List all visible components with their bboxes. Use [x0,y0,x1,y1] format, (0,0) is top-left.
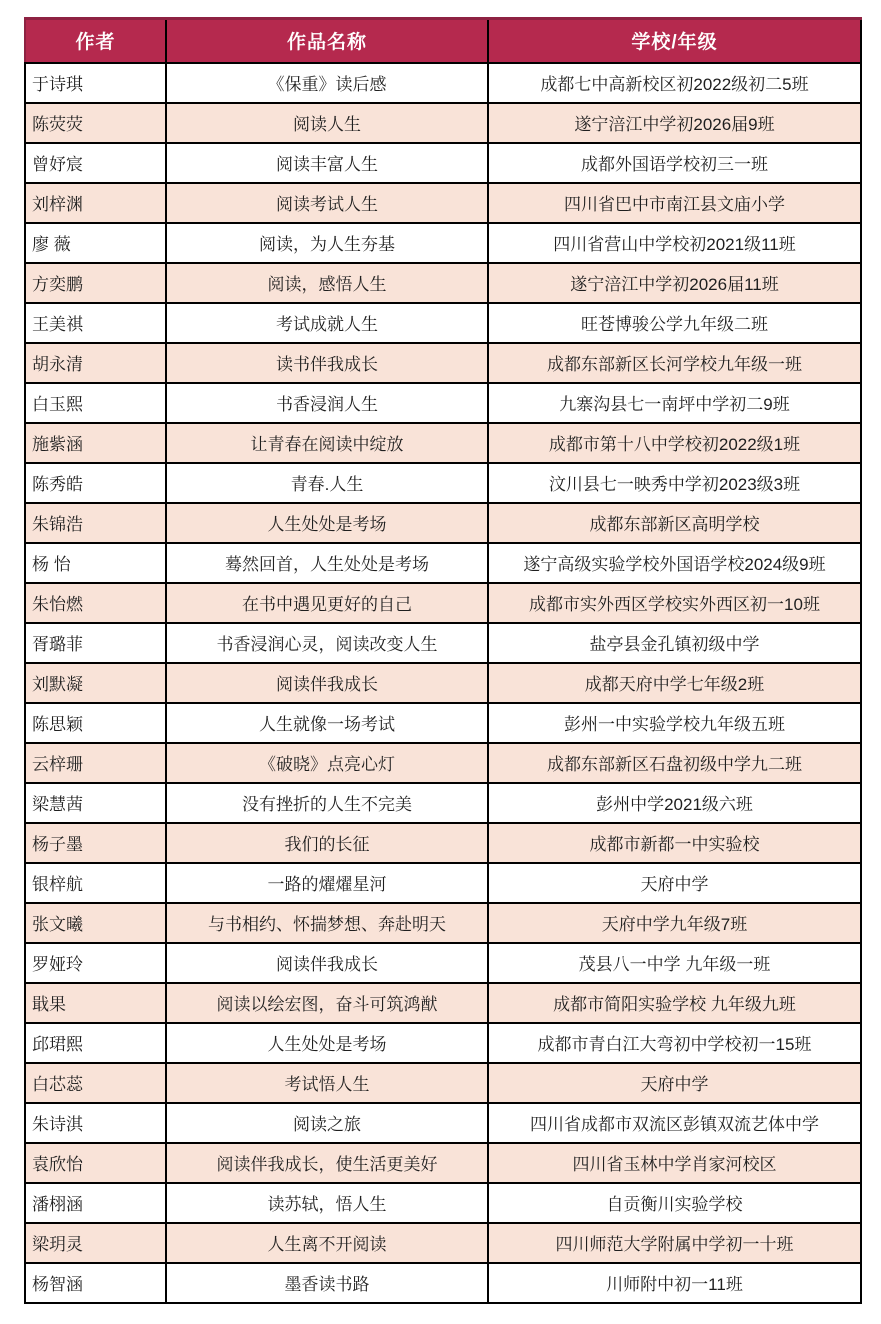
cell-author: 戢果 [25,983,166,1023]
cell-title: 阅读以绘宏图，奋斗可筑鸿猷 [166,983,488,1023]
cell-school: 自贡衡川实验学校 [488,1183,861,1223]
table-header [25,19,861,63]
cell-title: 考试成就人生 [166,303,488,343]
table-row [25,63,861,103]
table-row [25,743,861,783]
cell-author: 袁欣怡 [25,1143,166,1183]
table-row [25,1023,861,1063]
cell-author: 杨 怡 [25,543,166,583]
header-row [25,19,861,63]
cell-author: 胡永清 [25,343,166,383]
header-author: 作者 [25,19,166,63]
cell-author: 王美祺 [25,303,166,343]
cell-author: 胥璐菲 [25,623,166,663]
table-row [25,223,861,263]
table-row [25,1103,861,1143]
cell-title: 阅读伴我成长，使生活更美好 [166,1143,488,1183]
contest-entries-table [24,17,862,1304]
cell-school: 四川省巴中市南江县文庙小学 [488,183,861,223]
table-row [25,783,861,823]
header-school: 学校/年级 [488,19,861,63]
cell-author: 张文曦 [25,903,166,943]
cell-school: 九寨沟县七一南坪中学初二9班 [488,383,861,423]
table-row [25,303,861,343]
cell-title: 人生离不开阅读 [166,1223,488,1263]
cell-school: 四川省成都市双流区彭镇双流艺体中学 [488,1103,861,1143]
cell-title: 考试悟人生 [166,1063,488,1103]
cell-school: 盐亭县金孔镇初级中学 [488,623,861,663]
cell-school: 成都市简阳实验学校 九年级九班 [488,983,861,1023]
cell-title: 阅读伴我成长 [166,943,488,983]
cell-school: 四川省玉林中学肖家河校区 [488,1143,861,1183]
cell-author: 陈秀皓 [25,463,166,503]
table-row [25,863,861,903]
cell-title: 阅读伴我成长 [166,663,488,703]
cell-title: 阅读考试人生 [166,183,488,223]
cell-author: 朱锦浩 [25,503,166,543]
table-row [25,103,861,143]
cell-school: 成都市新都一中实验校 [488,823,861,863]
cell-author: 刘默凝 [25,663,166,703]
cell-title: 书香浸润人生 [166,383,488,423]
cell-title: 人生处处是考场 [166,1023,488,1063]
cell-school: 遂宁涪江中学初2026届11班 [488,263,861,303]
cell-school: 成都东部新区高明学校 [488,503,861,543]
cell-author: 刘梓渊 [25,183,166,223]
table-body [25,63,861,1303]
cell-title: 让青春在阅读中绽放 [166,423,488,463]
cell-title: 阅读丰富人生 [166,143,488,183]
cell-author: 杨智涵 [25,1263,166,1303]
cell-school: 汶川县七一映秀中学初2023级3班 [488,463,861,503]
cell-author: 云梓珊 [25,743,166,783]
cell-school: 彭州中学2021级六班 [488,783,861,823]
cell-school: 天府中学 [488,1063,861,1103]
cell-title: 阅读人生 [166,103,488,143]
cell-title: 人生就像一场考试 [166,703,488,743]
cell-school: 四川省营山中学校初2021级11班 [488,223,861,263]
cell-school: 成都市实外西区学校实外西区初一10班 [488,583,861,623]
table-row [25,383,861,423]
cell-author: 邱珺熙 [25,1023,166,1063]
cell-author: 潘栩涵 [25,1183,166,1223]
cell-title: 读苏轼，悟人生 [166,1183,488,1223]
cell-school: 成都七中高新校区初2022级初二5班 [488,63,861,103]
cell-title: 与书相约、怀揣梦想、奔赴明天 [166,903,488,943]
cell-school: 遂宁涪江中学初2026届9班 [488,103,861,143]
table-row [25,983,861,1023]
cell-title: 阅读，为人生夯基 [166,223,488,263]
table-row [25,503,861,543]
cell-title: 《破晓》点亮心灯 [166,743,488,783]
table-row [25,903,861,943]
cell-title: 人生处处是考场 [166,503,488,543]
cell-school: 天府中学九年级7班 [488,903,861,943]
cell-author: 方奕鹏 [25,263,166,303]
cell-author: 白芯蕊 [25,1063,166,1103]
cell-title: 书香浸润心灵，阅读改变人生 [166,623,488,663]
table-row [25,183,861,223]
cell-school: 四川师范大学附属中学初一十班 [488,1223,861,1263]
table-row [25,703,861,743]
cell-school: 彭州一中实验学校九年级五班 [488,703,861,743]
cell-author: 陈荧荧 [25,103,166,143]
cell-school: 成都市第十八中学校初2022级1班 [488,423,861,463]
cell-title: 阅读，感悟人生 [166,263,488,303]
cell-school: 成都东部新区长河学校九年级一班 [488,343,861,383]
cell-school: 天府中学 [488,863,861,903]
table-row [25,1263,861,1303]
cell-title: 读书伴我成长 [166,343,488,383]
cell-title: 阅读之旅 [166,1103,488,1143]
cell-author: 银梓航 [25,863,166,903]
cell-author: 白玉熙 [25,383,166,423]
cell-author: 罗娅玲 [25,943,166,983]
cell-author: 杨子墨 [25,823,166,863]
table-row [25,263,861,303]
cell-school: 成都东部新区石盘初级中学九二班 [488,743,861,783]
table-row [25,463,861,503]
cell-author: 廖 薇 [25,223,166,263]
table-row [25,1183,861,1223]
table-row [25,583,861,623]
table-row [25,1063,861,1103]
cell-school: 遂宁高级实验学校外国语学校2024级9班 [488,543,861,583]
table-row [25,623,861,663]
table-row [25,423,861,463]
cell-author: 于诗琪 [25,63,166,103]
cell-title: 青春.人生 [166,463,488,503]
cell-author: 朱怡燃 [25,583,166,623]
contest-entries-table-wrap [24,17,860,1304]
cell-author: 陈思颖 [25,703,166,743]
table-row [25,343,861,383]
table-row [25,1143,861,1183]
table-row [25,143,861,183]
cell-school: 成都市青白江大弯初中学校初一15班 [488,1023,861,1063]
cell-school: 茂县八一中学 九年级一班 [488,943,861,983]
cell-author: 梁慧茜 [25,783,166,823]
table-row [25,543,861,583]
table-row [25,663,861,703]
cell-author: 施紫涵 [25,423,166,463]
cell-school: 川师附中初一11班 [488,1263,861,1303]
header-title: 作品名称 [166,19,488,63]
cell-title: 《保重》读后感 [166,63,488,103]
cell-author: 朱诗淇 [25,1103,166,1143]
table-row [25,1223,861,1263]
cell-title: 墨香读书路 [166,1263,488,1303]
cell-title: 一路的燿燿星河 [166,863,488,903]
cell-title: 没有挫折的人生不完美 [166,783,488,823]
cell-title: 在书中遇见更好的自己 [166,583,488,623]
cell-author: 曾妤宸 [25,143,166,183]
cell-school: 成都天府中学七年级2班 [488,663,861,703]
table-row [25,823,861,863]
table-row [25,943,861,983]
cell-school: 成都外国语学校初三一班 [488,143,861,183]
cell-title: 蓦然回首，人生处处是考场 [166,543,488,583]
cell-school: 旺苍博骏公学九年级二班 [488,303,861,343]
cell-author: 梁玥灵 [25,1223,166,1263]
cell-title: 我们的长征 [166,823,488,863]
